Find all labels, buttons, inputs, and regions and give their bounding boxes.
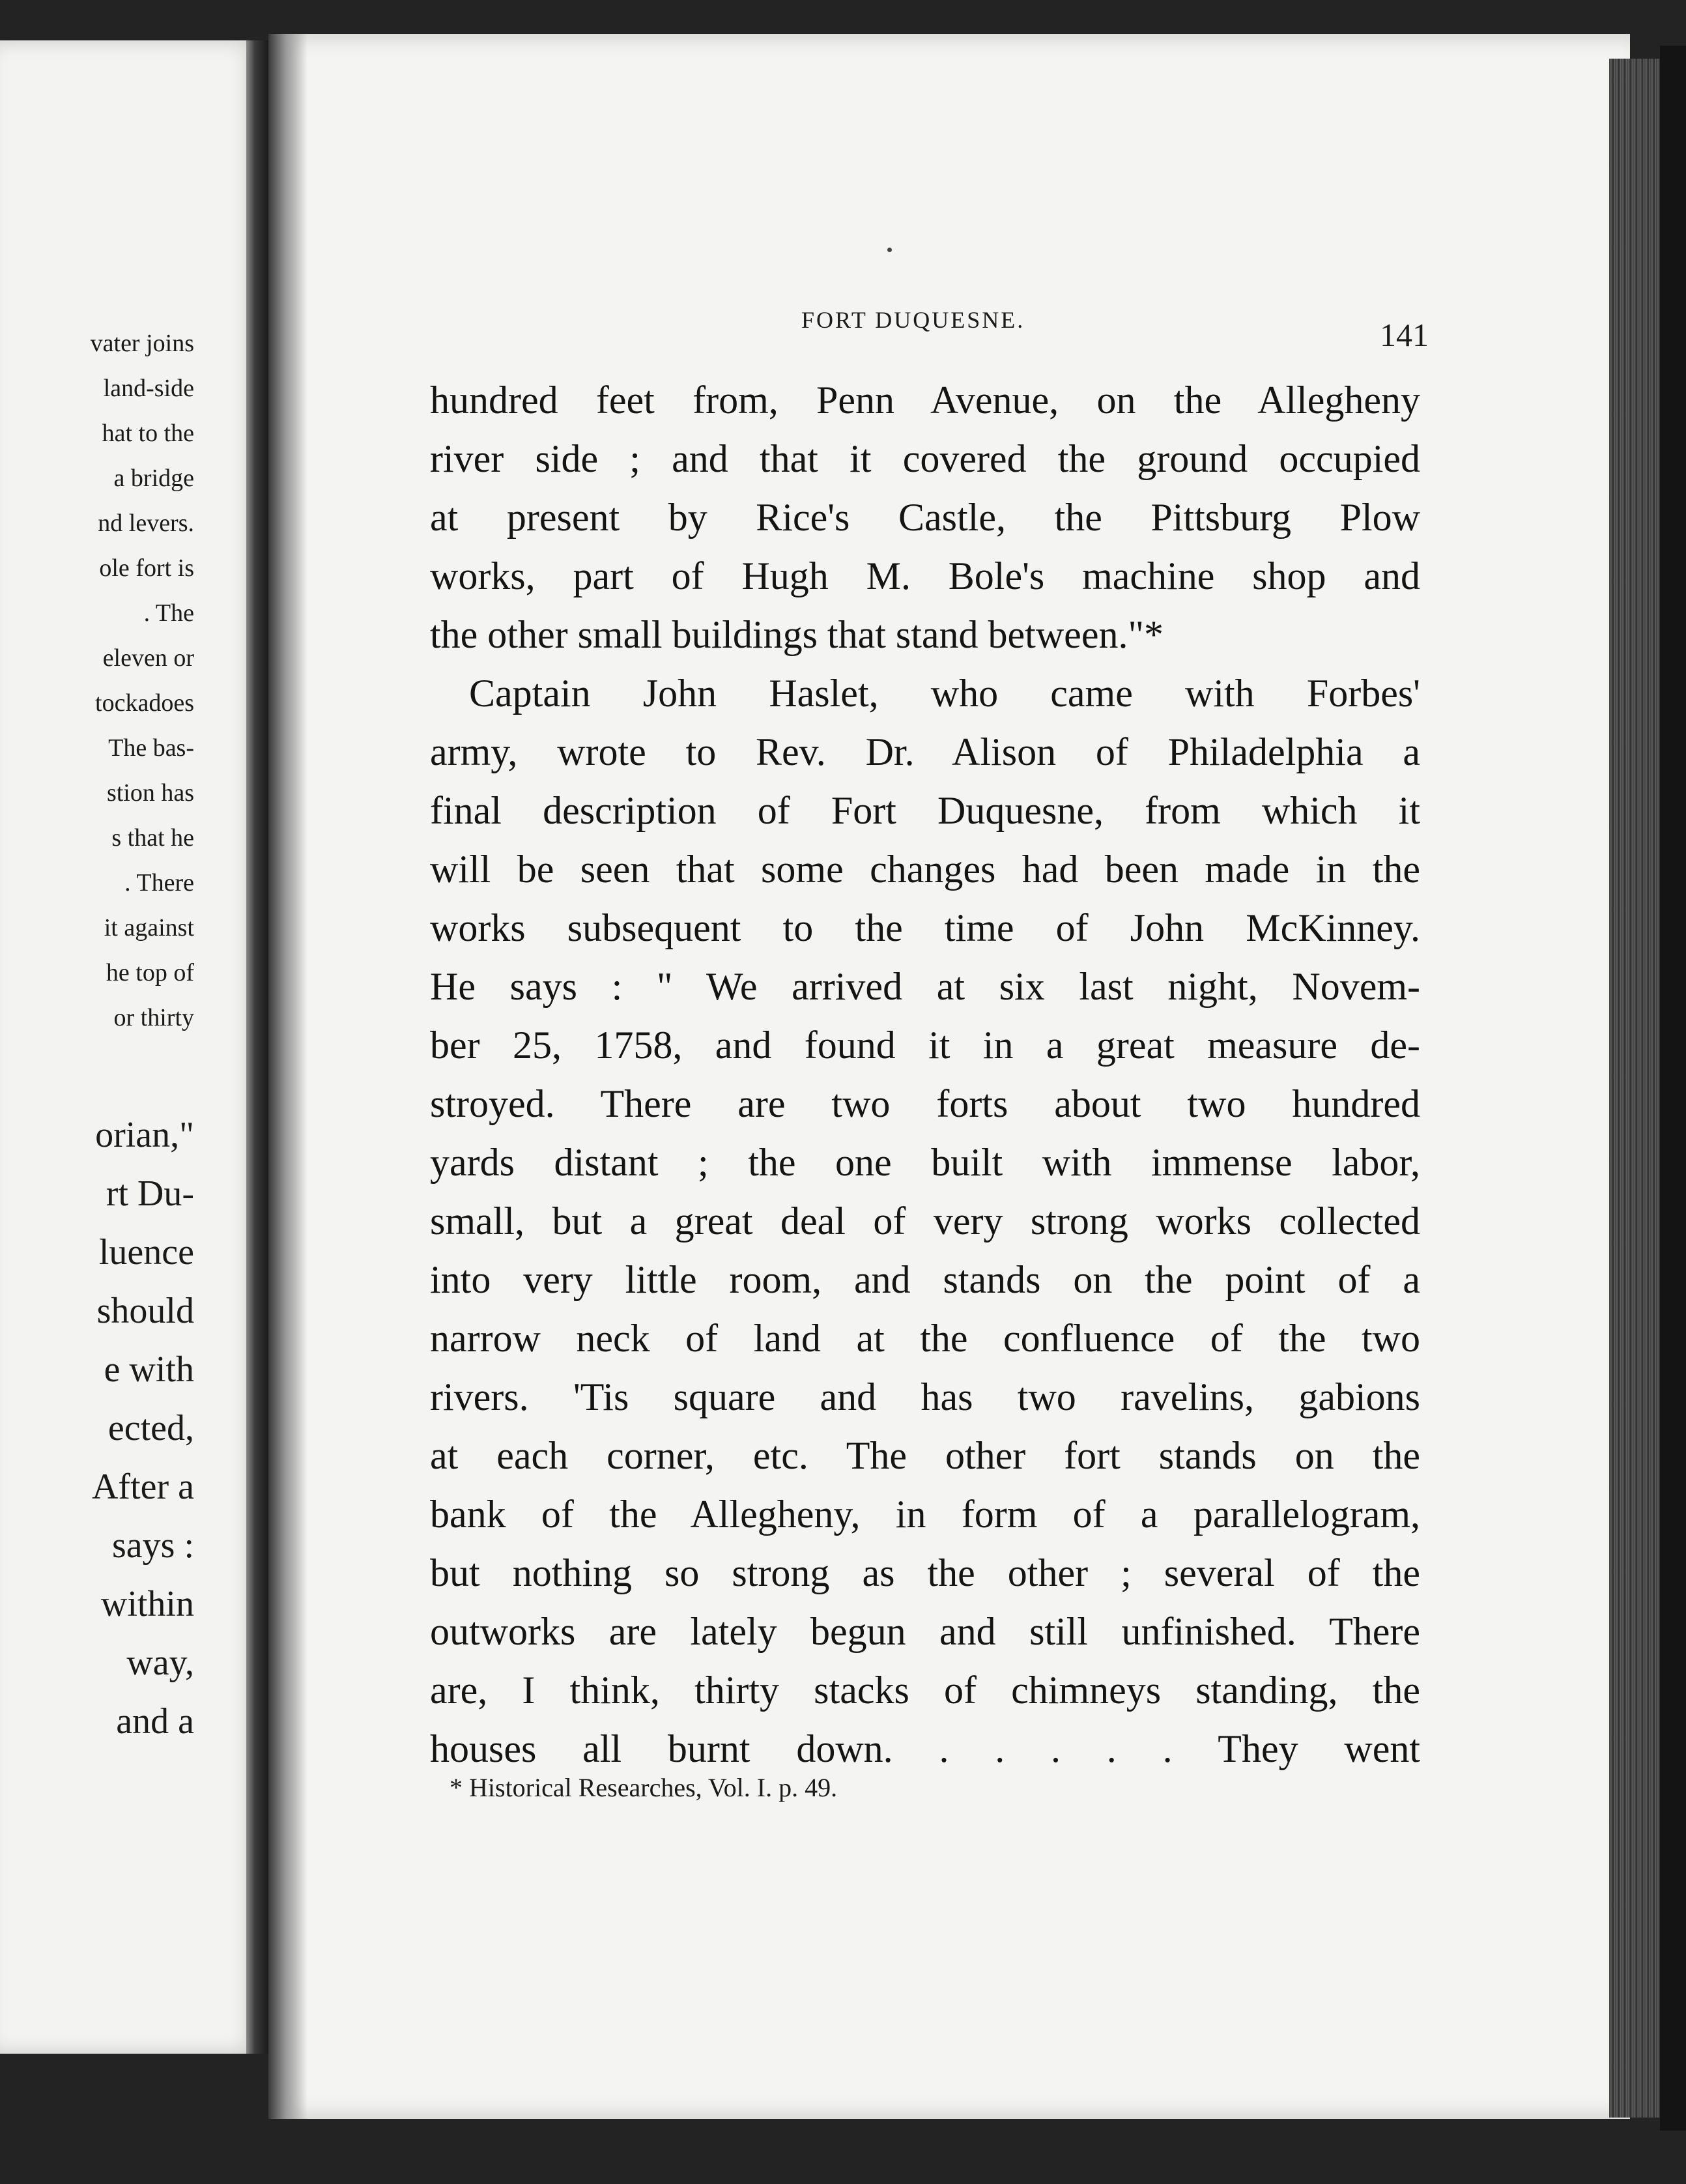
text-line: but nothing so strong as the other ; several of the (430, 1551, 1420, 1594)
text-line: army, wrote to Rev. Dr. Alison of Philadelphia a (430, 730, 1420, 773)
left-large-line: way, (126, 1643, 194, 1683)
left-small-line: land-side (103, 375, 194, 402)
text-line: at each corner, etc. The other fort stands on the (430, 1434, 1420, 1477)
left-large-line: luence (98, 1232, 194, 1272)
left-large-line: within (100, 1584, 194, 1624)
text-line: Captain John Haslet, who came with Forbes' (469, 672, 1420, 715)
page-number: 141 (1380, 317, 1429, 353)
left-small-line: nd levers. (98, 510, 194, 537)
page-edges (1609, 59, 1660, 2118)
left-large-line: should (96, 1291, 194, 1331)
text-line: works subsequent to the time of John McKinney. (430, 906, 1420, 949)
text-line: houses all burnt down. . . . . . They went (430, 1727, 1420, 1770)
left-small-line: ole fort is (99, 554, 194, 582)
text-line: stroyed. There are two forts about two hundred (430, 1082, 1420, 1125)
left-large-line: orian," (95, 1115, 194, 1155)
left-small-line: it against (104, 914, 194, 941)
left-small-line: eleven or (102, 644, 194, 672)
left-large-line: ected, (107, 1408, 194, 1448)
text-line: rivers. 'Tis square and has two ravelins, gabions (430, 1375, 1420, 1418)
left-small-line: . The (143, 599, 194, 627)
footnote: * Historical Researches, Vol. I. p. 49. (450, 1773, 838, 1802)
text-line: the other small buildings that stand between."* (430, 613, 1164, 656)
left-small-line: . There (124, 869, 194, 897)
text-line: ber 25, 1758, and found it in a great measure de- (430, 1024, 1420, 1067)
text-line: He says : " We arrived at six last night, Novem- (430, 965, 1420, 1008)
binding-shadow (268, 34, 307, 2119)
left-small-line: The bas- (108, 734, 194, 762)
left-small-line: hat to the (102, 420, 194, 447)
left-large-line: says : (112, 1525, 194, 1566)
running-head: FORT DUQUESNE. (801, 307, 1025, 333)
text-line: river side ; and that it covered the ground occupied (430, 437, 1420, 480)
text-line: bank of the Allegheny, in form of a parallelogram, (430, 1493, 1420, 1536)
left-small-line: vater joins (90, 330, 194, 357)
text-line: at present by Rice's Castle, the Pittsburg Plow (430, 496, 1420, 539)
text-line: small, but a great deal of very strong works collected (430, 1200, 1420, 1243)
left-large-line: e with (104, 1349, 194, 1390)
left-small-line: tockadoes (95, 689, 194, 717)
text-line: will be seen that some changes had been made in the (430, 848, 1420, 891)
text-line: hundred feet from, Penn Avenue, on the Allegheny (430, 379, 1420, 422)
left-small-line: stion has (106, 779, 194, 807)
text-line: yards distant ; the one built with immense labor, (430, 1141, 1420, 1184)
left-page-gutter (246, 40, 268, 2054)
text-line: into very little room, and stands on the point of a (430, 1258, 1420, 1301)
text-line: final description of Fort Duquesne, from which it (430, 789, 1420, 832)
text-line: outworks are lately begun and still unfinished. There (430, 1610, 1420, 1653)
left-small-line: he top of (106, 959, 194, 986)
left-small-line: or thirty (113, 1004, 194, 1031)
left-large-line: After a (91, 1467, 194, 1507)
left-large-line: rt Du- (106, 1173, 194, 1214)
text-line: are, I think, thirty stacks of chimneys standing, the (430, 1669, 1420, 1712)
text-line: works, part of Hugh M. Bole's machine shop and (430, 554, 1420, 597)
cover-edge (1660, 46, 1686, 2131)
scan-speck (887, 248, 892, 252)
left-small-line: a bridge (113, 465, 194, 492)
left-large-line: and a (116, 1701, 194, 1742)
left-small-line: s that he (111, 824, 194, 852)
text-line: narrow neck of land at the confluence of the two (430, 1317, 1420, 1360)
